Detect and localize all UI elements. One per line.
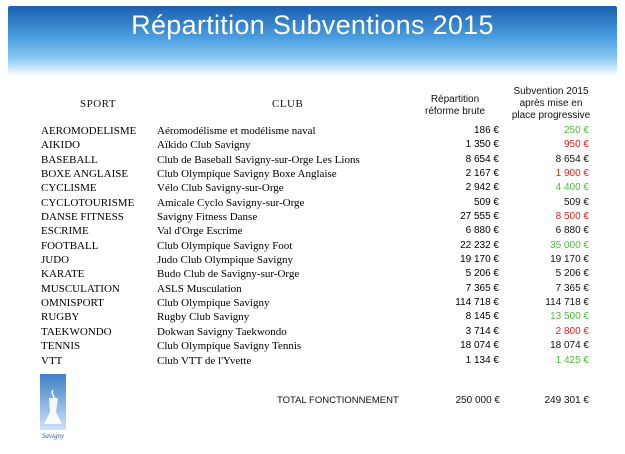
sport-cell: DANSE FITNESS (41, 211, 124, 224)
subvention-cell: 8 500 € (555, 211, 589, 223)
repartition-cell: 509 € (473, 196, 499, 208)
sport-cell: CYCLISME (41, 182, 97, 195)
sport-cell: OMNISPORT (41, 297, 104, 310)
club-cell: Club Olympique Savigny Tennis (157, 340, 302, 353)
subvention-cell: 18 074 € (550, 340, 589, 352)
table-row (0, 138, 625, 152)
header-repartition (410, 94, 500, 118)
repartition-cell: 3 714 € (465, 325, 499, 337)
repartition-cell: 2 167 € (465, 168, 499, 180)
subvention-cell: 35 000 € (550, 239, 589, 251)
sport-cell: MUSCULATION (41, 282, 120, 295)
table-row (0, 282, 625, 296)
subvention-cell: 6 880 € (555, 225, 589, 237)
repartition-cell: 1 350 € (465, 139, 499, 151)
subvention-cell: 2 800 € (555, 325, 589, 337)
table-row (0, 325, 625, 339)
table-row (0, 354, 625, 368)
club-cell: Budo Club de Savigny-sur-Orge (157, 268, 300, 281)
club-cell: Club Olympique Savigny Boxe Anglaise (157, 168, 337, 181)
sport-cell: FOOTBALL (41, 239, 99, 252)
subvention-cell: 1 900 € (555, 168, 589, 180)
club-cell: Val d'Orge Escrime (157, 225, 243, 238)
sport-cell: TAEKWONDO (41, 325, 112, 338)
page-title: Répartition Subventions 2015 (131, 10, 494, 40)
sport-cell: JUDO (41, 254, 70, 267)
subvention-cell: 4 400 € (555, 182, 589, 194)
header-subvention-line1: Subvention 2015 (513, 86, 589, 97)
table-row (0, 181, 625, 195)
repartition-cell: 7 365 € (465, 282, 499, 294)
total-subvention: 249 301 € (544, 395, 589, 406)
sport-cell: TENNIS (41, 340, 81, 353)
repartition-cell: 18 074 € (460, 340, 499, 352)
sport-cell: RUGBY (41, 311, 80, 324)
repartition-cell: 5 206 € (465, 268, 499, 280)
header-subvention-line3: place progressive (511, 110, 591, 121)
club-cell: Judo Club Olympique Savigny (157, 254, 293, 267)
table-row (0, 124, 625, 138)
sport-cell: AIKIDO (41, 139, 81, 152)
subvention-cell: 19 170 € (550, 254, 589, 266)
subvention-cell: 114 718 € (545, 297, 589, 309)
header-club: CLUB (272, 98, 304, 110)
table-row (0, 210, 625, 224)
repartition-cell: 114 718 € (455, 297, 499, 309)
subvention-cell: 1 425 € (555, 354, 589, 366)
logo-text: Savigny (41, 432, 65, 440)
subvention-cell: 8 654 € (555, 153, 589, 165)
subvention-cell: 13 500 € (550, 311, 589, 323)
club-cell: Club VTT de l'Yvette (157, 354, 252, 367)
table-row (0, 310, 625, 324)
sport-cell: VTT (41, 354, 63, 367)
club-cell: Club Olympique Savigny Foot (157, 239, 293, 252)
sport-cell: AEROMODELISME (41, 125, 137, 137)
table-row (0, 153, 625, 167)
subvention-cell: 5 206 € (555, 268, 589, 280)
total-label: TOTAL FONCTIONNEMENT (277, 395, 399, 406)
repartition-cell: 186 € (473, 125, 499, 136)
repartition-cell: 27 555 € (460, 211, 499, 223)
subvention-cell: 7 365 € (555, 282, 589, 294)
club-cell: Savigny Fitness Danse (157, 211, 258, 224)
sport-cell: BOXE ANGLAISE (41, 168, 129, 181)
club-cell: Amicale Cyclo Savigny-sur-Orge (157, 196, 305, 209)
repartition-cell: 1 134 € (465, 354, 499, 366)
table-row (0, 239, 625, 253)
table-row (0, 267, 625, 281)
repartition-cell: 8 145 € (465, 311, 499, 323)
table-row (0, 167, 625, 181)
header-subvention-line2: après mise en (519, 98, 583, 109)
club-cell: Club de Baseball Savigny-sur-Orge Les Lions (157, 153, 360, 166)
repartition-cell: 19 170 € (460, 254, 499, 266)
club-cell: Aéromodélisme et modélisme naval (157, 125, 316, 137)
table-row (0, 253, 625, 267)
club-cell: Dokwan Savigny Taekwondo (157, 325, 287, 338)
subvention-cell: 250 € (563, 125, 589, 136)
club-cell: Vélo Club Savigny-sur-Orge (157, 182, 284, 195)
club-cell: ASLS Musculation (157, 282, 242, 295)
header-subvention (506, 86, 596, 122)
subvention-cell: 950 € (563, 139, 589, 151)
header-repartition-line1: Répartition (430, 94, 480, 105)
sport-cell: CYCLOTOURISME (41, 196, 135, 209)
sport-cell: BASEBALL (41, 153, 98, 166)
header-repartition-line2: réforme brute (424, 106, 486, 117)
repartition-cell: 2 942 € (465, 182, 499, 194)
sport-cell: KARATE (41, 268, 85, 281)
table-row (0, 339, 625, 353)
sport-cell: ESCRIME (41, 225, 89, 238)
club-cell: Aïkido Club Savigny (157, 139, 251, 152)
table-row (0, 196, 625, 210)
table-row (0, 224, 625, 238)
subsidy-table (0, 124, 625, 368)
table-row (0, 296, 625, 310)
repartition-cell: 8 654 € (465, 153, 499, 165)
subvention-cell: 509 € (563, 196, 589, 208)
club-cell: Rugby Club Savigny (157, 311, 250, 324)
repartition-cell: 6 880 € (465, 225, 499, 237)
header-sport: SPORT (80, 98, 117, 110)
repartition-cell: 22 232 € (460, 239, 499, 251)
total-repartition: 250 000 € (455, 395, 500, 406)
club-cell: Club Olympique Savigny (157, 297, 270, 310)
